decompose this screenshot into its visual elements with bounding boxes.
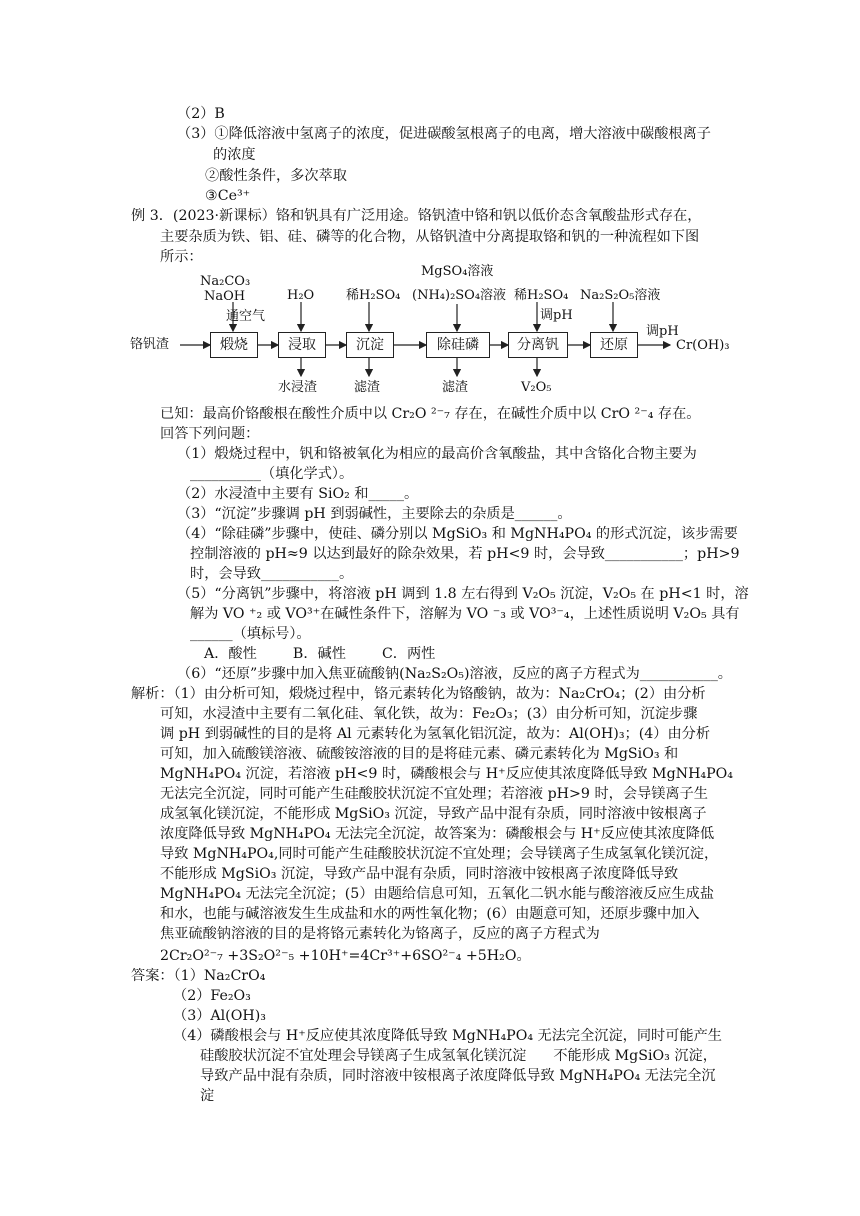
- analysis-line: 不能形成 MgSiO₃ 沉淀，导致产品中混有杂质，同时溶液中铵根离子浓度降低导致: [160, 866, 679, 882]
- analysis-line: 解析：（1）由分析可知，煅烧过程中，铬元素转化为铬酸钠，故为：Na₂CrO₄；(2）由分析: [131, 686, 706, 702]
- example-line2: 主要杂质为铁、铝、硅、磷等的化合物，从铬钒渣中分离提取铬和钒的一种流程如下图: [160, 229, 700, 245]
- analysis-line: 焦亚硫酸钠溶液的目的是将铬元素转化为铬离子，反应的离子方程式为: [160, 926, 600, 942]
- question-1-line1: （1）煅烧过程中，钒和铬被氧化为相应的最高价含氧酸盐，其中含铬化合物主要为: [177, 446, 697, 462]
- analysis-line: MgNH₄PO₄ 沉淀，若溶液 pH<9 时，磷酸根会与 H⁺反应使其浓度降低导致 MgNH₄PO₄: [160, 766, 733, 782]
- answer-1: （1）Na₂CrO₄: [173, 968, 266, 984]
- flow-input: 铬钒渣: [130, 337, 170, 352]
- question-6: （6）“还原”步骤中加入焦亚硫酸钠(Na₂S₂O₅)溶液，反应的离子方程式为___________。: [177, 666, 732, 682]
- example-line3: 所示：: [160, 249, 203, 265]
- prev-answer-3-line1: （3）①降低溶液中氢离子的浓度，促进碳酸氢根离子的电离，增大溶液中碳酸根离子: [177, 126, 711, 142]
- analysis-equation: 2Cr₂O²⁻₇ +3S₂O²⁻₅ +10H⁺=4Cr³⁺+6SO²⁻₄ +5H₂O。: [160, 948, 531, 964]
- reagent-nh4-2so4: (NH₄)₂SO₄溶液: [412, 288, 507, 303]
- flow-step-precipitate: 沉淀: [346, 332, 394, 358]
- flow-output: Cr(OH)₃: [676, 338, 730, 353]
- reagent-na2s2o5: Na₂S₂O₅溶液: [580, 288, 661, 303]
- residue-filter-2: 滤渣: [442, 380, 469, 395]
- analysis-line: 导致 MgNH₄PO₄,同时可能产生硅酸胶状沉淀不宜处理；会导镁离子生成氢氧化镁沉淀，: [160, 846, 719, 862]
- analysis-line: MgNH₄PO₄ 无法完全沉淀；(5）由题给信息可知，五氧化二钒水能与酸溶液反应生成盐: [160, 886, 715, 902]
- residue-water-leach: 水浸渣: [278, 380, 318, 395]
- question-4-line3: 时，会导致___________。: [190, 566, 354, 582]
- analysis-line: 浓度降低导致 MgNH₄PO₄ 无法完全沉淀，故答案为：磷酸根会与 H⁺反应使其浓度降低: [160, 826, 715, 842]
- process-flow-diagram: [130, 262, 730, 402]
- question-5-line1: （5）“分离钒”步骤中，将溶液 pH 调到 1.8 左右得到 V₂O₅ 沉淀，V₂O₅ 在 pH<1 时，溶: [177, 586, 749, 602]
- reagent-naoh: NaOH: [204, 289, 246, 304]
- side-label-adjust-ph-1: 调pH: [540, 308, 573, 323]
- analysis-line: 调 pH 到弱碱性的目的是将 Al 元素转化为氢氧化铝沉淀，故为：Al(OH)₃；(4）由分析: [160, 726, 711, 742]
- prev-answer-2: （2）B: [177, 106, 225, 122]
- reagent-dilute-h2so4-1: 稀H₂SO₄: [346, 288, 401, 303]
- side-label-adjust-ph-2: 调pH: [646, 324, 679, 339]
- analysis-line: 无法完全沉淀，同时可能产生硅酸胶状沉淀不宜处理；若溶液 pH>9 时，会导镁离子生: [160, 786, 708, 802]
- analysis-line: 可知，水浸渣中主要有二氧化硅、氧化铁，故为：Fe₂O₃；(3）由分析可知，沉淀步骤: [160, 706, 698, 722]
- answer-4-line1: （4）磷酸根会与 H⁺反应使其浓度降低导致 MgNH₄PO₄ 无法完全沉淀，同时可能产生: [173, 1028, 722, 1044]
- side-label-air: 通空气: [226, 309, 266, 324]
- question-2: （2）水浸渣中主要有 SiO₂ 和_____。: [177, 486, 419, 502]
- question-5-options: A．酸性 B．碱性 C．两性: [204, 646, 436, 662]
- question-3: （3）“沉淀”步骤调 pH 到弱碱性，主要除去的杂质是______。: [177, 506, 572, 522]
- reagent-na2co3: Na₂CO₃: [200, 274, 251, 289]
- prev-answer-3-line2: 的浓度: [213, 147, 256, 163]
- question-4-line1: （4）“除硅磷”步骤中，使硅、磷分别以 MgSiO₃ 和 MgNH₄PO₄ 的形式沉淀，该步需要: [177, 526, 738, 542]
- question-1-line2: __________（填化学式）。: [190, 466, 354, 482]
- reagent-dilute-h2so4-2: 稀H₂SO₄: [514, 288, 569, 303]
- answer-4-line4: 淀: [200, 1088, 215, 1104]
- analysis-line: 可知，加入硫酸镁溶液、硫酸铵溶液的目的是将硅元素、磷元素转化为 MgSiO₃ 和: [160, 746, 679, 762]
- answers-label-line: [131, 966, 265, 986]
- prev-answer-3-3: ③Ce³⁺: [205, 188, 251, 204]
- answers-label: 答案：: [131, 968, 174, 984]
- prev-answer-3-2: ②酸性条件，多次萃取: [205, 168, 347, 184]
- flow-step-separate-v: 分离钒: [508, 332, 568, 358]
- answer-4-line3: 导致产品中混有杂质，同时溶液中铵根离子浓度降低导致 MgNH₄PO₄ 无法完全沉: [200, 1068, 716, 1084]
- reagent-h2o: H₂O: [287, 288, 315, 303]
- answer-prompt: 回答下列问题：: [160, 426, 260, 442]
- known-condition: 已知：最高价铬酸根在酸性介质中以 Cr₂O ²⁻₇ 存在，在碱性介质中以 CrO ²⁻₄ 存在。: [160, 406, 701, 422]
- question-5-line2: 解为 VO ⁺₂ 或 VO³⁺在碱性条件下，溶解为 VO ⁻₃ 或 VO³⁻₄，上述性质说明 V₂O₅ 具有: [190, 606, 740, 622]
- flow-step-calcine: 煅烧: [210, 332, 258, 358]
- question-4-line2: 控制溶液的 pH≈9 以达到最好的除杂效果，若 pH<9 时，会导致___________；pH>9: [190, 546, 740, 562]
- analysis-line: 和水，也能与碱溶液发生生成盐和水的两性氧化物；(6）由题意可知，还原步骤中加入: [160, 906, 700, 922]
- flow-step-leach: 浸取: [278, 332, 326, 358]
- answer-4-line2: 硅酸胶状沉淀不宜处理会导镁离子生成氢氧化镁沉淀 不能形成 MgSiO₃ 沉淀，: [200, 1048, 717, 1064]
- product-v2o5: V₂O₅: [521, 380, 552, 395]
- answer-2: （2）Fe₂O₃: [173, 988, 251, 1004]
- example-header: 例 3．(2023·新课标）铬和钒具有广泛用途。铬钒渣中铬和钒以低价态含氧酸盐形式存在，: [131, 208, 702, 224]
- residue-filter-1: 滤渣: [354, 380, 381, 395]
- answer-3: （3）Al(OH)₃: [173, 1008, 266, 1024]
- question-5-line3: ______（填标号）。: [190, 626, 311, 642]
- flow-step-reduce: 还原: [590, 332, 638, 358]
- reagent-mgso4: MgSO₄溶液: [421, 264, 494, 279]
- flow-step-remove-si-p: 除硅磷: [426, 332, 490, 358]
- analysis-line: 成氢氧化镁沉淀，不能形成 MgSiO₃ 沉淀，导致产品中混有杂质，同时溶液中铵根离子: [160, 806, 707, 822]
